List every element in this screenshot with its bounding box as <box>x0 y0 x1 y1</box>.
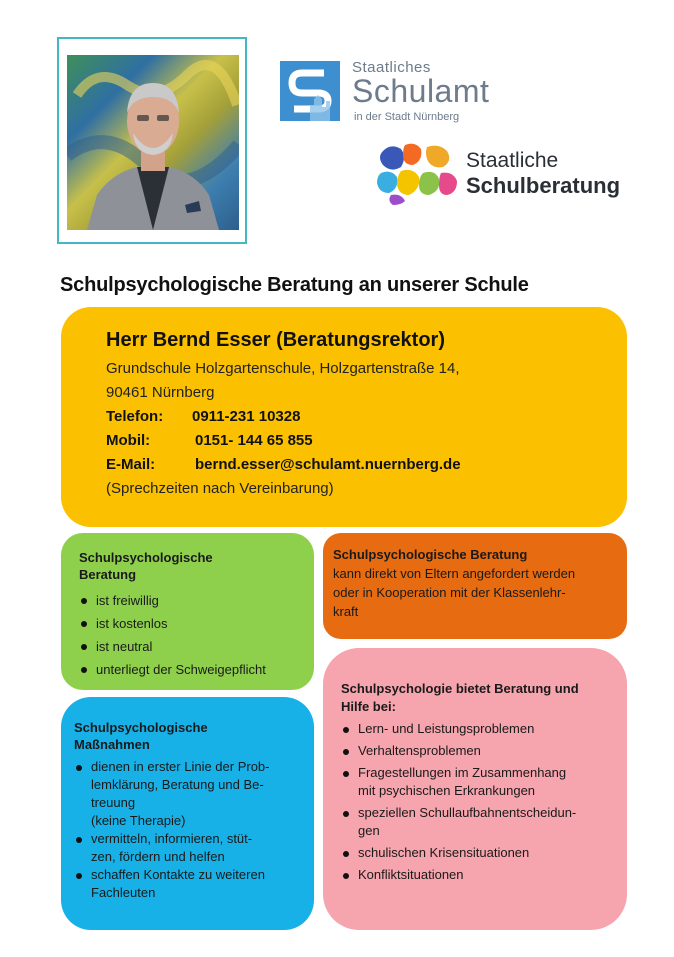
list-item: ist kostenlos <box>79 612 304 635</box>
photo-frame <box>57 37 247 244</box>
list-item-line: schaffen Kontakte zu weiteren <box>91 867 265 882</box>
blue-card-list <box>74 758 302 902</box>
blue-card-title-line1: Schulpsychologische <box>74 720 208 735</box>
contact-card <box>61 307 627 527</box>
list-item <box>341 866 617 884</box>
mobile-label: Mobil: <box>106 432 151 449</box>
orange-card-text-line1: kann direkt von Eltern angefordert werden <box>333 566 576 581</box>
list-item-line: Fachleuten <box>91 885 156 900</box>
schulberatung-line2: Schulberatung <box>466 173 621 198</box>
orange-card-request <box>323 533 627 639</box>
contact-name: Herr Bernd Esser (Beratungsrektor) <box>106 329 445 351</box>
list-item-line: Verhaltensproblemen <box>358 743 481 758</box>
schulamt-logo-icon <box>280 61 340 121</box>
list-item <box>341 804 617 840</box>
blue-card-measures <box>61 697 314 930</box>
schulberatung-line1: Staatliche <box>466 149 559 172</box>
list-item-line: Konfliktsituationen <box>358 867 464 882</box>
orange-card-text-line2: oder in Kooperation mit der Klassenlehr- <box>333 585 566 600</box>
pink-card-title-line1: Schulpsychologie bietet Beratung und <box>341 681 579 696</box>
contact-address-line2: 90461 Nürnberg <box>106 384 215 401</box>
list-item-line: dienen in erster Linie der Prob- <box>91 759 270 774</box>
pink-card-topics <box>323 648 627 930</box>
list-item-line: (keine Therapie) <box>91 813 186 828</box>
phone-label: Telefon: <box>106 408 164 425</box>
email-link[interactable]: bernd.esser@schulamt.nuernberg.de <box>195 456 461 473</box>
schulamt-line1: Staatliches <box>352 59 431 76</box>
list-item-line: zen, fördern und helfen <box>91 849 225 864</box>
blue-card-title-line2: Maßnahmen <box>74 737 150 752</box>
list-item <box>74 758 302 830</box>
list-item-line: lemklärung, Beratung und Be- <box>91 777 264 792</box>
phone-value[interactable]: 0911-231 10328 <box>192 408 301 425</box>
list-item-line: speziellen Schullaufbahnentscheidun- <box>358 805 577 820</box>
pink-card-title-line2: Hilfe bei: <box>341 699 396 714</box>
schulberatung-logo <box>377 143 647 208</box>
list-item <box>341 764 617 800</box>
list-item-line: schulischen Krisensituationen <box>358 845 530 860</box>
orange-card-title: Schulpsychologische Beratung <box>333 547 528 562</box>
green-card-title-line2: Beratung <box>79 567 137 582</box>
list-item-line: gen <box>358 823 380 838</box>
green-card-title-line1: Schulpsychologische <box>79 550 213 565</box>
green-card-list <box>79 589 304 681</box>
pink-card-list <box>341 720 617 884</box>
colorful-blobs-icon <box>377 143 457 205</box>
list-item <box>74 830 302 866</box>
contact-phone-row <box>106 405 607 429</box>
schulamt-line3: in der Stadt Nürnberg <box>354 111 460 123</box>
list-item-line: mit psychischen Erkrankungen <box>358 783 536 798</box>
contact-address-line1: Grundschule Holzgartenschule, Holzgartenstraße 14, <box>106 360 460 377</box>
list-item <box>341 742 617 760</box>
list-item-line: Lern- und Leistungsproblemen <box>358 721 535 736</box>
green-card-voluntary <box>61 533 314 690</box>
list-item-line: vermitteln, informieren, stüt- <box>91 831 253 846</box>
page-title: Schulpsychologische Beratung an unserer Schule <box>60 274 529 296</box>
orange-card-text-line3: kraft <box>333 604 359 619</box>
list-item: unterliegt der Schweigepflicht <box>79 658 304 681</box>
contact-email-row <box>106 453 607 477</box>
contact-mobile-row <box>106 429 607 453</box>
list-item <box>341 720 617 738</box>
email-label: E-Mail: <box>106 456 156 473</box>
portrait-photo <box>67 55 239 230</box>
mobile-value[interactable]: 0151- 144 65 855 <box>195 432 313 449</box>
list-item <box>341 844 617 862</box>
office-hours-note: (Sprechzeiten nach Vereinbarung) <box>106 480 334 497</box>
schulamt-logo <box>280 55 510 130</box>
list-item <box>74 866 302 902</box>
list-item: ist freiwillig <box>79 589 304 612</box>
list-item: ist neutral <box>79 635 304 658</box>
list-item-line: treuung <box>91 795 136 810</box>
list-item-line: Fragestellungen im Zusammenhang <box>358 765 567 780</box>
schulamt-line2: Schulamt <box>352 73 490 109</box>
